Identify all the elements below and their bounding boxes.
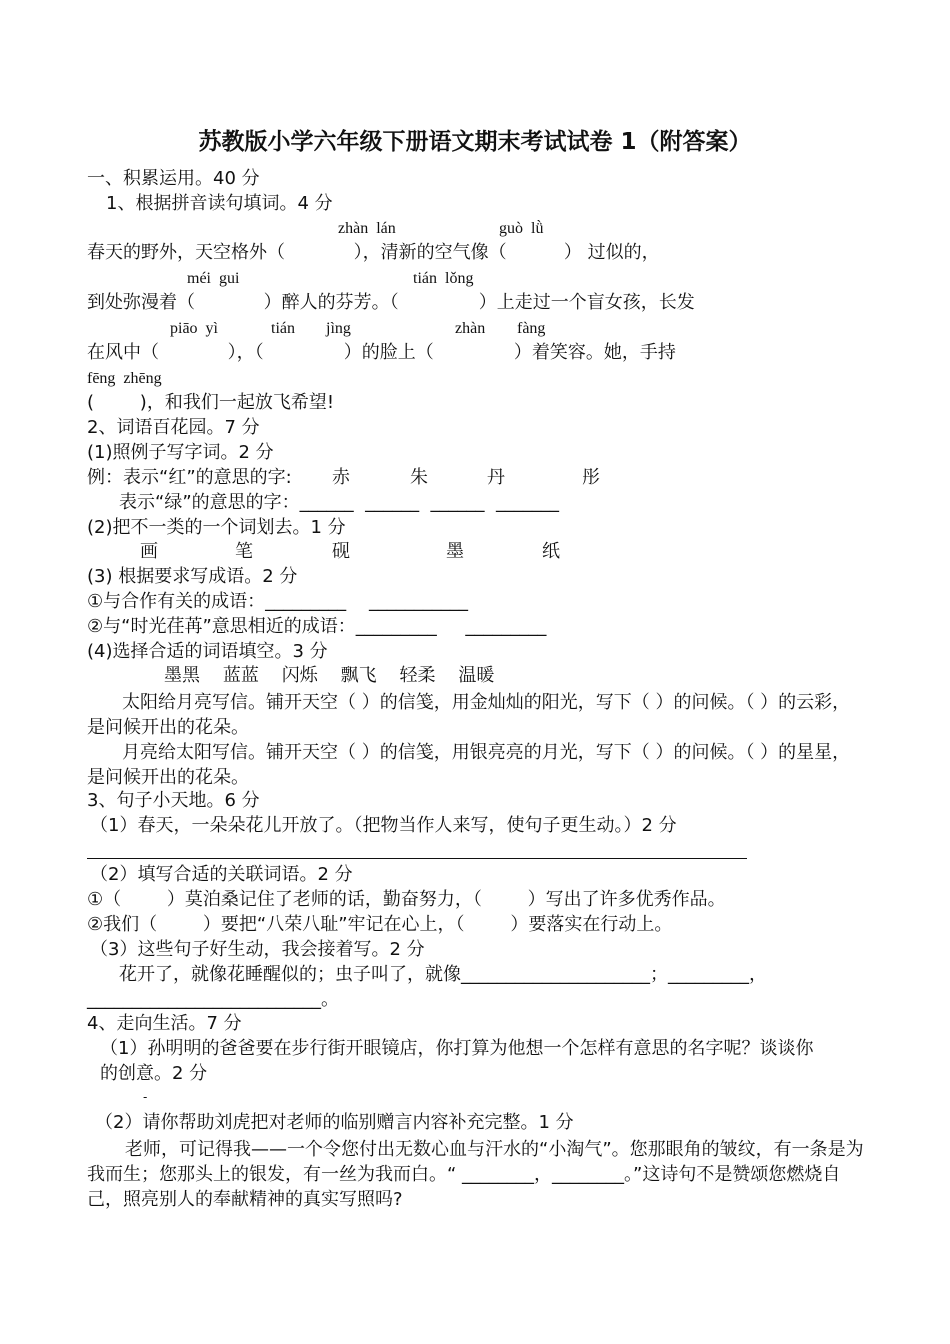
- q3-simile-continuation: __________________________。: [87, 989, 339, 1010]
- pinyin-meigui: méi gui: [187, 270, 240, 287]
- q3-part-2: （2）填写合适的关联词语。2 分: [90, 864, 353, 885]
- q4-part-1-line-2: 的创意。2 分: [100, 1063, 208, 1084]
- q1-line-4: ( )，和我们一起放飞希望!: [87, 392, 335, 413]
- sun-letter-paragraph: 太阳给月亮写信。铺开天空（ ）的信笺，用金灿灿的阳光，写下（ ）的问候。（ ）的云彩，是问候开出的花朵。: [87, 692, 851, 738]
- word-bank: 墨黑 蓝蓝 闪烁 飘飞 轻柔 温暖: [164, 665, 495, 686]
- section-1-heading: 一、积累运用。40 分: [87, 168, 260, 189]
- pinyin-fang: fàng: [517, 320, 546, 337]
- q4-part-1-line-1: （1）孙明明的爸爸要在步行街开眼镜店，你打算为他想一个怎样有意思的名字呢？谈谈你: [100, 1038, 814, 1059]
- q1-line-2: 到处弥漫着（ ）醉人的芬芳。（ ）上走过一个盲女孩，长发: [87, 292, 695, 313]
- q2-part-4: (4)选择合适的词语填空。3 分: [87, 641, 328, 662]
- q2-part-3: (3) 根据要求写成语。2 分: [87, 566, 298, 587]
- q2-example-red: 例：表示“红”的意思的字:: [87, 467, 292, 488]
- pinyin-guolv: guò lǜ: [499, 220, 544, 237]
- q2-idiom-time: ②与“时光荏苒”意思相近的成语：_________ _________: [87, 616, 547, 637]
- word-option: 墨: [446, 541, 464, 562]
- q3-conjunction-2: ②我们（ ）要把“八荣八耻”牢记在心上，（ ）要落实在行动上。: [87, 914, 673, 935]
- farewell-message-paragraph: 老师，可记得我——一个令您付出无数心血与汗水的“小淘气”。您那眼角的皱纹，有一条是为我而生；您那头上的银发，有一丝为我而白。“ ________，________。”这诗句不是赞颂您燃烧自己，照亮别人的奉献精神的真实写照吗?: [87, 1139, 864, 1210]
- moon-letter-paragraph: 月亮给太阳写信。铺开天空（ ）的信笺，用银亮亮的月光，写下（ ）的问候。（ ）的星星，是问候开出的花朵。: [87, 742, 851, 788]
- pinyin-zhanlan: zhàn lán: [338, 220, 396, 237]
- q1-line-3: 在风中（ ），（ ）的脸上（ ）着笑容。她，手持: [87, 342, 676, 363]
- q2-green-blanks: 表示“绿”的意思的字：______ ______ ______ _______: [119, 492, 559, 513]
- stray-dash: -: [143, 1090, 148, 1104]
- pinyin-jing: jìng: [326, 320, 351, 337]
- q1-line-1: 春天的野外，天空格外（ ），清新的空气像（ ） 过似的，: [87, 242, 660, 263]
- q3-part-1: （1）春天，一朵朵花儿开放了。（把物当作人来写，使句子更生动。）2 分: [90, 815, 677, 836]
- q4-heading: 4、走向生活。7 分: [87, 1013, 242, 1034]
- q3-simile-line: 花开了，就像花睡醒似的；虫子叫了，就像_____________________；_________，: [119, 964, 767, 985]
- pinyin-piaoyi: piāo yì: [170, 320, 218, 337]
- pinyin-zhan: zhàn: [455, 320, 486, 337]
- q4-part-2: （2）请你帮助刘虎把对老师的临别赠言内容补充完整。1 分: [95, 1112, 574, 1133]
- q2-heading: 2、词语百花园。7 分: [87, 417, 260, 438]
- q2-idiom-cooperation: ①与合作有关的成语：_________ ___________: [87, 591, 469, 612]
- word-option: 砚: [332, 541, 350, 562]
- pinyin-tian: tián: [271, 320, 295, 337]
- red-char: 彤: [582, 467, 600, 488]
- red-char: 朱: [410, 467, 428, 488]
- word-option: 笔: [235, 541, 253, 562]
- page-title: 苏教版小学六年级下册语文期末考试试卷 1（附答案）: [198, 129, 752, 155]
- q2-part-1: (1)照例子写字词。2 分: [87, 442, 274, 463]
- q3-heading: 3、句子小天地。6 分: [87, 790, 260, 811]
- word-option: 画: [140, 541, 158, 562]
- q1-heading: 1、根据拼音读句填词。4 分: [106, 193, 333, 214]
- red-char: 赤: [332, 467, 350, 488]
- answer-line: [87, 858, 747, 859]
- q2-part-2: (2)把不一类的一个词划去。1 分: [87, 517, 346, 538]
- pinyin-fengzheng: fēng zhēng: [87, 370, 162, 387]
- red-char: 丹: [487, 467, 505, 488]
- q3-part-3: （3）这些句子好生动，我会接着写。2 分: [90, 939, 425, 960]
- word-option: 纸: [542, 541, 560, 562]
- pinyin-tianlong: tián lǒng: [413, 270, 474, 287]
- q3-conjunction-1: ①（ ）莫泊桑记住了老师的话，勤奋努力，（ ）写出了许多优秀作品。: [87, 889, 726, 910]
